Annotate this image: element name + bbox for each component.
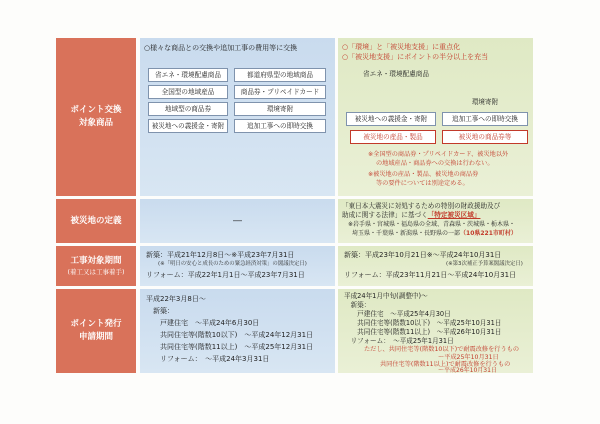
period-current-cell — [140, 246, 335, 286]
disaster-municipality-count: （10県221市町村） — [460, 230, 517, 237]
row-header-period — [56, 246, 136, 286]
chip-additional-work-new: 追加工事への即時交換 — [442, 112, 528, 126]
points-new-heading-1: ○「環境」と「被災地支援」に重点化 — [342, 43, 461, 51]
points-note-2a: ※被災地の産品・製品、被災地の商品券 — [368, 171, 479, 178]
apply-current-line-5: リフォーム： ～平成24年3月31日 — [146, 355, 270, 363]
row-label-period: 工事対象期間 — [70, 255, 122, 266]
row-label-apply: ポイント発行 申請期間 — [70, 319, 122, 342]
points-current-chips — [148, 68, 328, 168]
chip-disaster-donation: 被災地への義援金・寄附 — [148, 119, 228, 133]
chip-env-donation: 環境寄附 — [234, 102, 326, 116]
row-sublabel-period: (着工又は工事着手) — [67, 267, 125, 276]
disaster-line-3: ※岩手県・宮城県・福島県の全域、青森県・茨城県・栃木県・ — [348, 221, 516, 228]
chip-voucher-prepaid: 商品券・プリペイドカード — [234, 85, 326, 99]
apply-new-red-0: ただし、共同住宅等(階数10以下)で耐震改修を行うもの — [364, 346, 520, 353]
row-header-apply — [56, 289, 136, 373]
points-new-cell — [338, 38, 533, 196]
chip-eco-product: 省エネ・環境配慮商品 — [148, 68, 228, 82]
apply-new-line-2: 戸建住宅 ～平成25年4月30日 — [344, 310, 451, 318]
apply-current-line-1: 新築： — [146, 307, 174, 315]
apply-new-cell — [338, 289, 533, 373]
disaster-line-4-text: 埼玉県・千葉県・新潟県・長野県の一部 — [352, 230, 461, 237]
apply-current-line-3: 共同住宅等(階数10以下) ～平成24年12月31日 — [146, 331, 314, 339]
apply-new-red-3: ～平成26年10月31日 — [438, 367, 497, 374]
row-label-disaster: 被災地の定義 — [70, 215, 122, 226]
chip-national-local: 全国型の地域産品 — [148, 85, 228, 99]
points-current-heading: ○様々な商品との交換や追加工事の費用等に交換 — [144, 44, 298, 52]
period-current-new: 新築：平成21年12月8日～※平成23年7月31日 — [146, 251, 295, 259]
apply-current-cell — [140, 289, 335, 373]
row-label-points: ポイント交換 対象商品 — [70, 105, 122, 128]
points-new-chips — [346, 68, 530, 148]
apply-new-line-3: 共同住宅等(階数10以下) ～平成25年10月31日 — [344, 319, 502, 327]
disaster-line-1: 「東日本大震災に対処するための特別の財政援助及び — [342, 202, 501, 210]
disaster-special-area: 「特定被災区域」 — [427, 211, 481, 219]
disaster-new-cell — [338, 199, 533, 243]
chip-disaster-vouchers: 被災地の商品券等 — [442, 130, 528, 144]
points-new-heading-2: ○「被災地支援」にポイントの半分以上を充当 — [342, 53, 489, 61]
disaster-line-2-text: 助成に関する法律」に基づく — [342, 211, 428, 219]
apply-new-red-1: ～平成25年10月31日 — [438, 354, 499, 361]
apply-new-line-0: 平成24年1月中旬(調整中)～ — [344, 292, 428, 300]
apply-current-line-0: 平成22年3月8日～ — [146, 295, 206, 303]
points-current-cell — [140, 38, 335, 196]
chip-env-donation-new: 環境寄附 — [471, 98, 499, 106]
apply-new-line-1: 新築： — [344, 301, 371, 309]
chip-disaster-donation-new: 被災地への義援金・寄附 — [346, 112, 436, 126]
disaster-line-4 — [352, 230, 517, 238]
chip-disaster-products: 被災地の産品・製品 — [350, 130, 436, 144]
disaster-current-value: ― — [233, 216, 242, 226]
chip-eco-product-new: 省エネ・環境配慮商品 — [363, 70, 429, 78]
period-new-new: 新築：平成23年10月21日※～平成24年10月31日 — [344, 251, 502, 259]
period-new-cell — [338, 246, 533, 286]
disaster-current-cell — [140, 199, 335, 243]
chip-additional-work: 追加工事への即時交換 — [234, 119, 326, 133]
apply-new-line-4: 共同住宅等(階数11以上) ～平成26年10月31日 — [344, 328, 502, 336]
chip-prefecture-local: 都道府県型の地域商品 — [234, 68, 326, 82]
chip-regional-voucher: 地域型の商品券 — [148, 102, 228, 116]
period-current-note: (※「明日の安心と成長のための緊急経済対策」の閣議決定日) — [158, 261, 307, 267]
points-note-2b: 等の要件については別途定める。 — [376, 180, 469, 187]
apply-new-line-5: リフォーム： ～平成25年1月31日 — [344, 337, 454, 345]
period-new-reform: リフォーム：平成23年11月21日～平成24年10月31日 — [344, 271, 517, 279]
period-current-reform: リフォーム：平成22年1月1日～平成23年7月31日 — [146, 271, 305, 279]
apply-current-line-4: 共同住宅等(階数11以上) ～平成25年12月31日 — [146, 343, 314, 351]
apply-current-line-2: 戸建住宅 ～平成24年6月30日 — [146, 319, 260, 327]
period-new-note: (※第3次補正予算案閣議決定日) — [446, 261, 523, 267]
apply-new-red-2: 共同住宅等(階数11以上)で耐震改修を行うもの — [380, 361, 511, 368]
row-header-points — [56, 38, 136, 196]
disaster-line-2 — [342, 211, 480, 219]
points-note-1b: の地域産品・商品券への交換は行わない。 — [376, 160, 494, 167]
points-note-1a: ※全国型の商品券・プリペイドカード、被災地以外 — [368, 151, 509, 158]
row-header-disaster — [56, 199, 136, 243]
